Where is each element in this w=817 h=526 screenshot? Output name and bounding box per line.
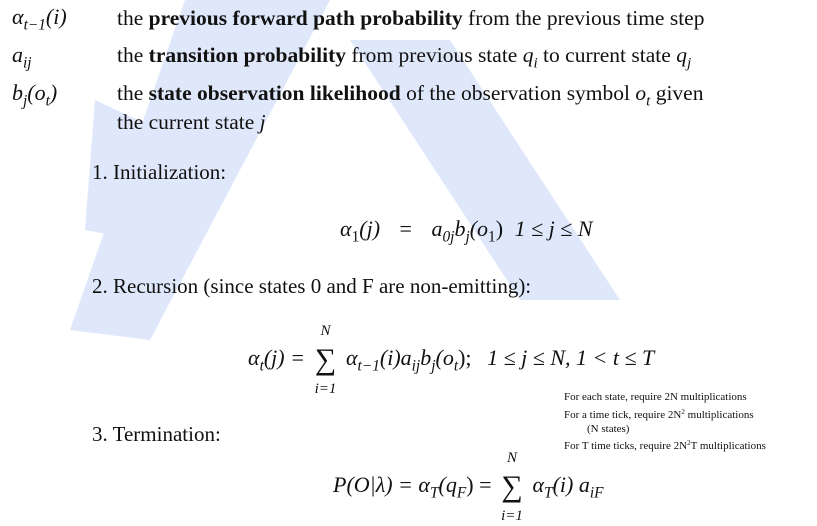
def-symbol-aij: $a_{ij}$ — [12, 42, 32, 72]
complexity-notes — [564, 390, 766, 454]
note-line-4: For T time ticks, require $2N^2T$ multiplications — [564, 439, 766, 453]
step-termination-label: 3. Termination: — [92, 422, 221, 446]
equation-termination: $P(O|\lambda) = \alpha_T(q_F)$ = N ∑ i=1 $\alpha_T(i)$ $a_{iF}$ — [333, 450, 604, 524]
def-symbol-alpha-prev: $\alpha_{t-1}(i)$ — [12, 4, 67, 34]
summation-symbol: N ∑ i=1 — [314, 323, 337, 397]
note-line-1: For each state, require 2N multiplications — [564, 391, 747, 403]
step-recursion-label: 2. Recursion (since states 0 and F are non-emitting): — [92, 274, 532, 298]
def-description-aij: the transition probability from previous state $q_i$ to current state $q_j$ — [117, 43, 692, 72]
summation-symbol-termination: N ∑ i=1 — [501, 450, 523, 524]
note-line-2: For a time tick, require $2N^2$ multiplications — [564, 407, 754, 421]
note-line-3: (N states) — [587, 422, 630, 435]
def-description-bj: the state observation likelihood of the observation symbol $o_t$ given — [117, 81, 704, 110]
step-initialization-label: 1. Initialization: — [92, 160, 227, 184]
def-description-bj-line2: the current state j — [117, 110, 266, 134]
equation-recursion: $\alpha_t(j)$ = N ∑ i=1 $\alpha_{t-1}(i)a_{ij}b_j(o_t)$; 1 ≤ j ≤ N, 1 < t ≤ T — [248, 323, 655, 397]
def-description-alpha-prev: the previous forward path probability from the previous time step — [117, 6, 705, 30]
def-symbol-bj: $b_j(o_t)$ — [12, 80, 58, 110]
equation-initialization: $\alpha_1(j) = a_{0j}b_j(o_1) 1 \le j \le N$ — [340, 216, 593, 246]
